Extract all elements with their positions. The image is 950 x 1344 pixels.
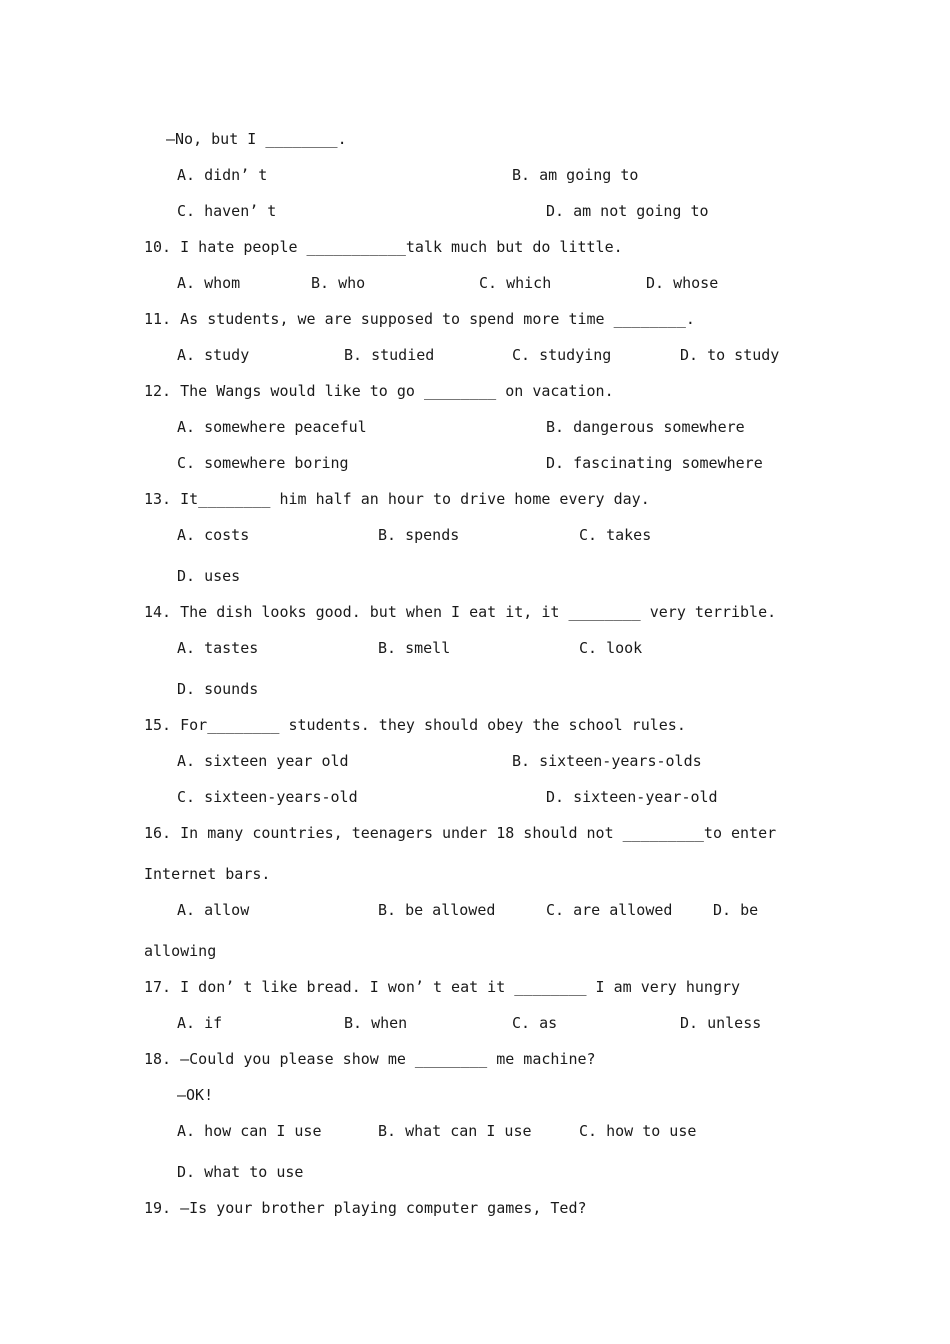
- q13-option-b: B. spends: [378, 526, 460, 544]
- q12-option-b: B. dangerous somewhere: [546, 418, 745, 436]
- q11-option-b: B. studied: [344, 346, 435, 364]
- q15-option-c: C. sixteen-years-old: [177, 788, 358, 806]
- q12-option-a: A. somewhere peaceful: [177, 418, 367, 436]
- q17-stem: 17. I don’ t like bread. I won’ t eat it ________ I am very hungry: [144, 978, 741, 996]
- q16-stem: 16. In many countries, teenagers under 18 should not _________to enter: [144, 824, 777, 842]
- q12-stem: 12. The Wangs would like to go ________ on vacation.: [144, 382, 614, 400]
- q13-option-a: A. costs: [177, 526, 250, 544]
- q9-dialog-line: —No, but I ________.: [166, 130, 347, 148]
- q11-option-d: D. to study: [680, 346, 780, 364]
- q18-reply: —OK!: [177, 1086, 214, 1104]
- q12-option-c: C. somewhere boring: [177, 454, 349, 472]
- q18-stem: 18. —Could you please show me ________ me machine?: [144, 1050, 596, 1068]
- q11-stem: 11. As students, we are supposed to spend more time ________.: [144, 310, 695, 328]
- q9-option-b: B. am going to: [512, 166, 639, 184]
- q17-option-a: A. if: [177, 1014, 223, 1032]
- q14-stem: 14. The dish looks good. but when I eat it, it ________ very terrible.: [144, 603, 777, 621]
- q16-option-a: A. allow: [177, 901, 250, 919]
- q16-stem-continued: Internet bars.: [144, 865, 271, 883]
- q18-option-a: A. how can I use: [177, 1122, 322, 1140]
- q10-option-d: D. whose: [646, 274, 719, 292]
- q18-option-d: D. what to use: [177, 1163, 304, 1181]
- q16-option-b: B. be allowed: [378, 901, 496, 919]
- q14-option-a: A. tastes: [177, 639, 259, 657]
- q18-option-b: B. what can I use: [378, 1122, 532, 1140]
- q9-option-d: D. am not going to: [546, 202, 709, 220]
- q14-option-c: C. look: [579, 639, 643, 657]
- q17-option-b: B. when: [344, 1014, 408, 1032]
- q19-stem: 19. —Is your brother playing computer games, Ted?: [144, 1199, 587, 1217]
- q14-option-b: B. smell: [378, 639, 451, 657]
- q15-option-b: B. sixteen-years-olds: [512, 752, 702, 770]
- q10-option-c: C. which: [479, 274, 552, 292]
- q14-option-d: D. sounds: [177, 680, 259, 698]
- q13-stem: 13. It________ him half an hour to drive home every day.: [144, 490, 650, 508]
- q17-option-c: C. as: [512, 1014, 558, 1032]
- q10-stem: 10. I hate people ___________talk much but do little.: [144, 238, 623, 256]
- q17-option-d: D. unless: [680, 1014, 762, 1032]
- q16-option-c: C. are allowed: [546, 901, 673, 919]
- q15-option-a: A. sixteen year old: [177, 752, 349, 770]
- q13-option-c: C. takes: [579, 526, 652, 544]
- q12-option-d: D. fascinating somewhere: [546, 454, 763, 472]
- q11-option-c: C. studying: [512, 346, 612, 364]
- q16-option-d: D. be: [713, 901, 759, 919]
- q18-option-c: C. how to use: [579, 1122, 697, 1140]
- q13-option-d: D. uses: [177, 567, 241, 585]
- q10-option-a: A. whom: [177, 274, 241, 292]
- q10-option-b: B. who: [311, 274, 366, 292]
- q16-option-d-continued: allowing: [144, 942, 217, 960]
- q9-option-a: A. didn’ t: [177, 166, 268, 184]
- q11-option-a: A. study: [177, 346, 250, 364]
- q15-stem: 15. For________ students. they should obey the school rules.: [144, 716, 686, 734]
- q9-option-c: C. haven’ t: [177, 202, 277, 220]
- q15-option-d: D. sixteen-year-old: [546, 788, 718, 806]
